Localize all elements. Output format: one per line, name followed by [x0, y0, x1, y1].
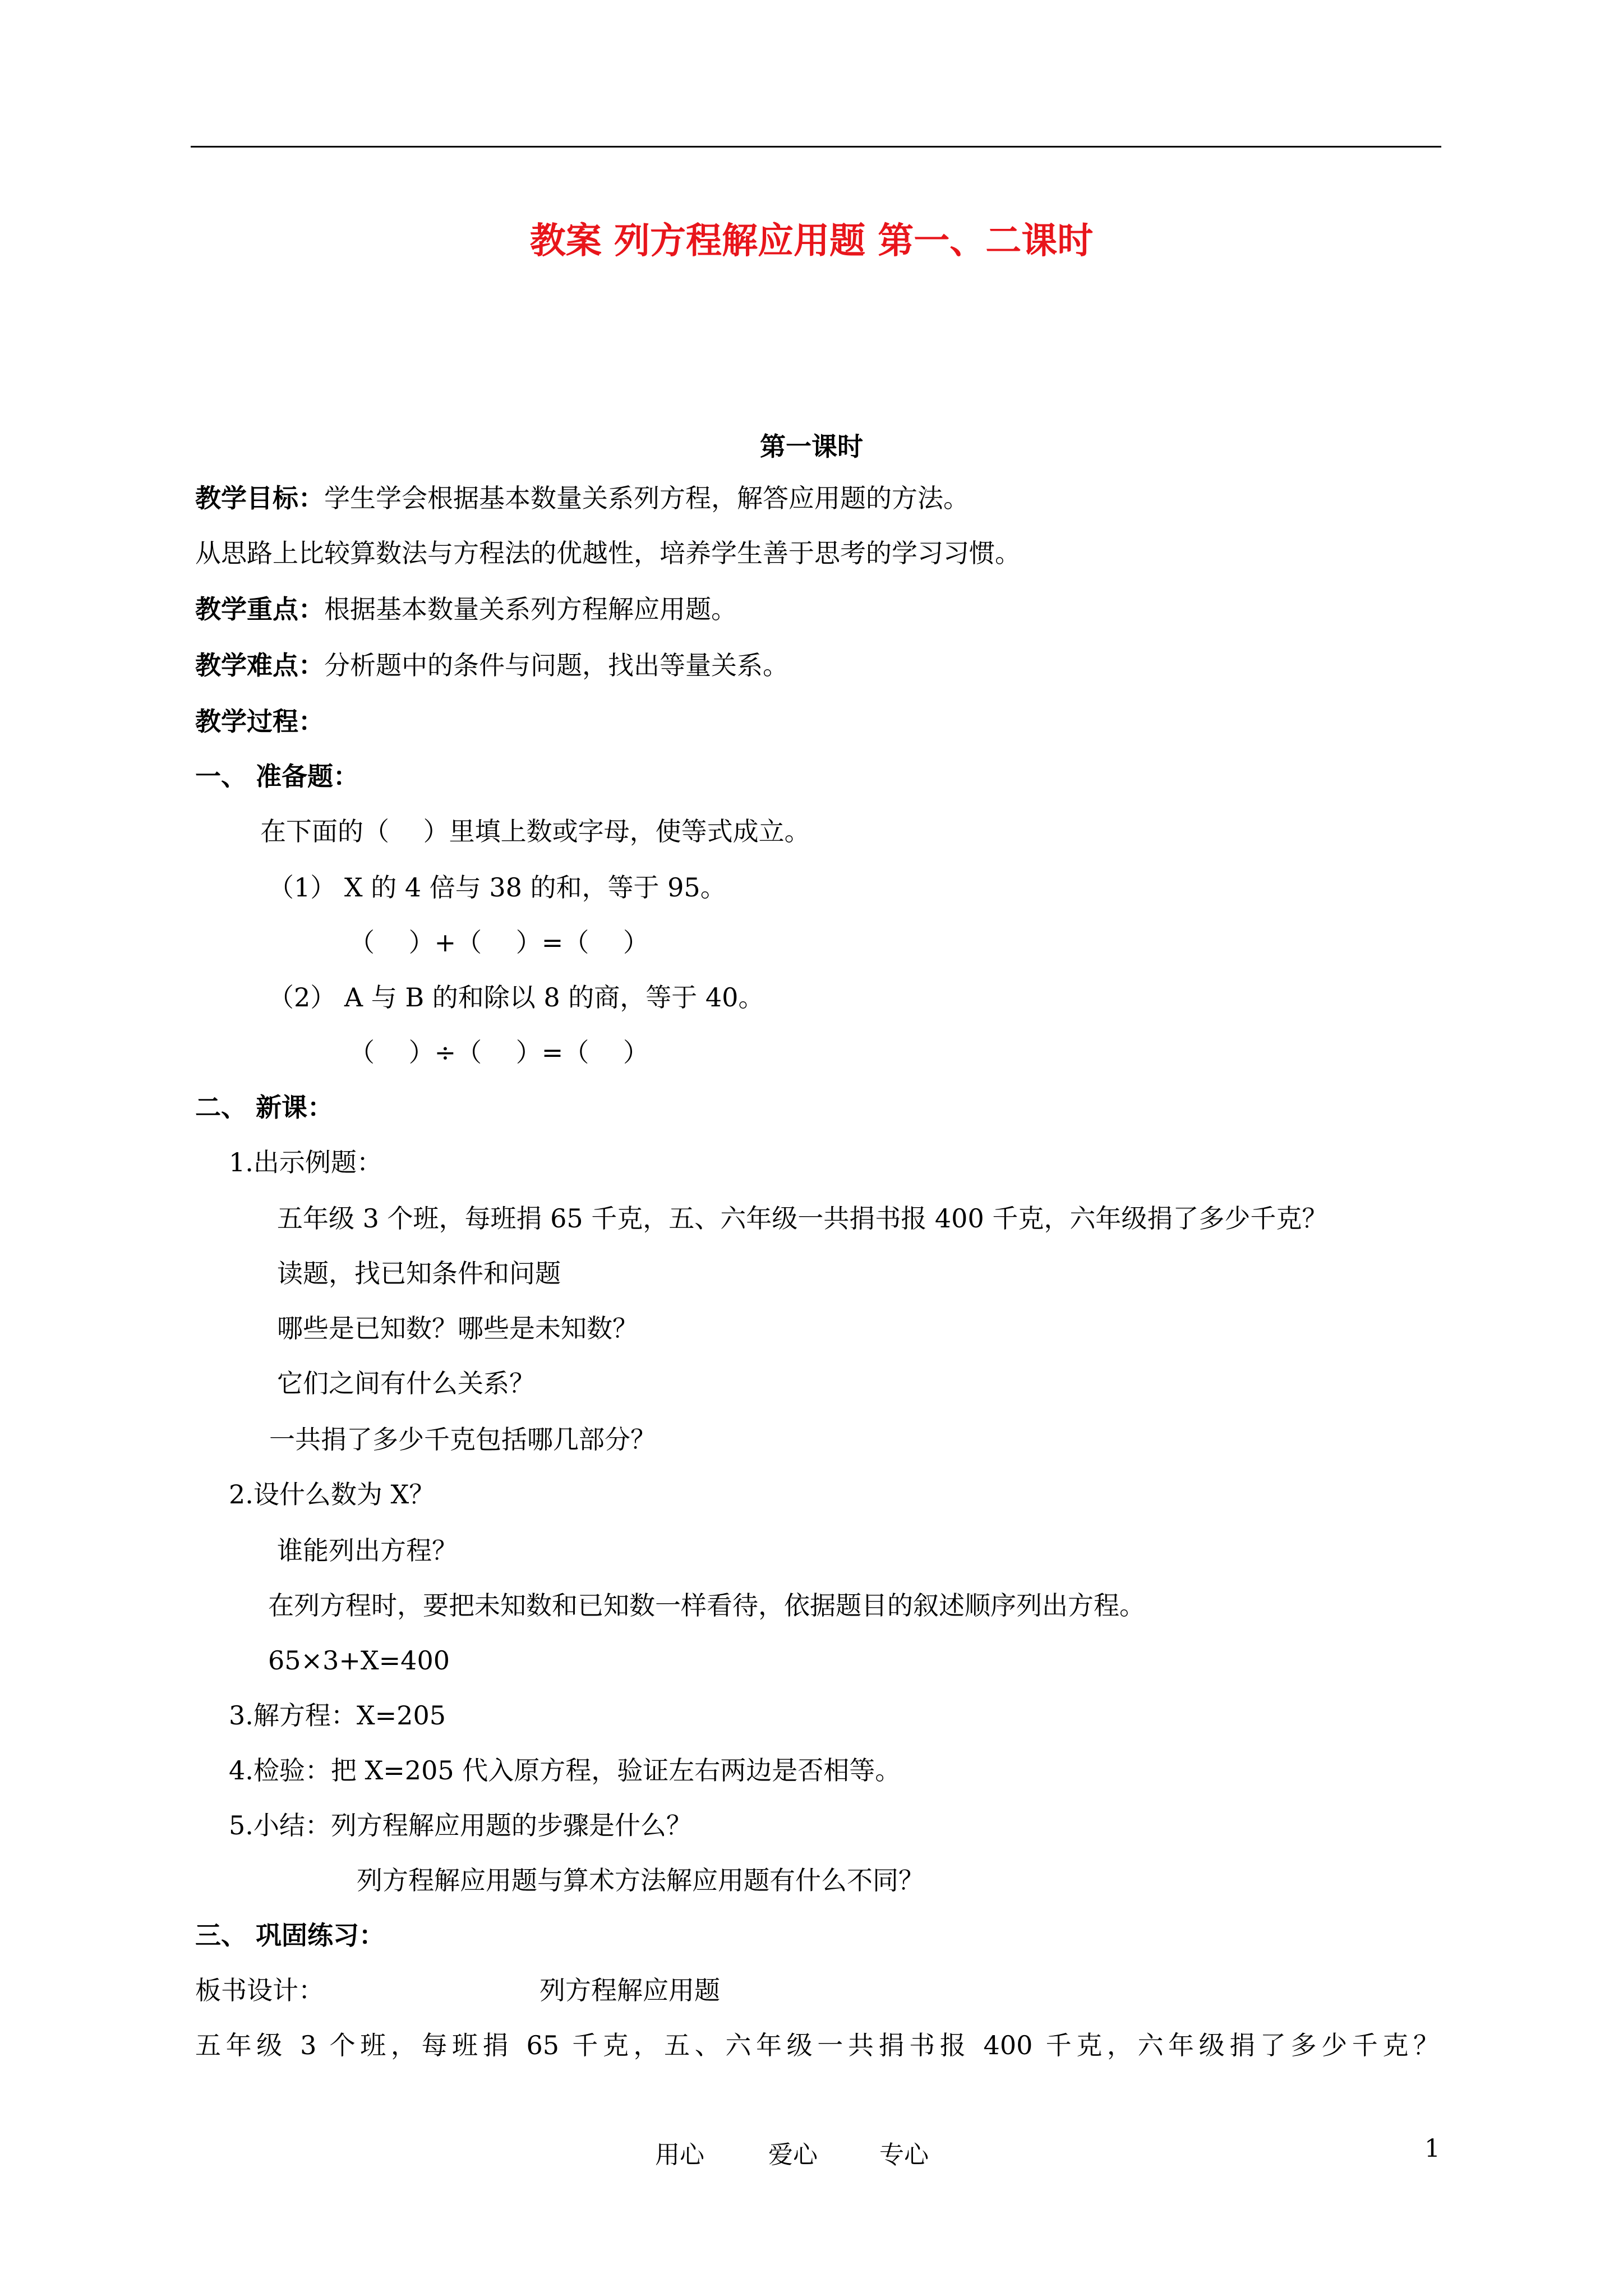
page-number: 1 [1424, 2134, 1440, 2163]
part2-step3: 3.解方程：X=205 [229, 1700, 446, 1731]
footer-word-b: 爱心 [768, 2141, 818, 2169]
objectives-label: 教学目标： [195, 483, 324, 513]
section-title: 第一课时 [760, 431, 863, 462]
part2-step2: 2.设什么数为 X？ [229, 1479, 435, 1510]
key-point-text: 根据基本数量关系列方程解应用题。 [324, 594, 737, 624]
footer-word-c: 专心 [879, 2141, 929, 2169]
part2-question-a: 读题，找已知条件和问题 [277, 1258, 561, 1289]
board-label: 板书设计： [195, 1975, 324, 2005]
part2-step2-b: 在列方程时，要把未知数和已知数一样看待，依据题目的叙述顺序列出方程。 [268, 1590, 1145, 1621]
difficulty-text: 分析题中的条件与问题，找出等量关系。 [324, 650, 789, 680]
part1-q1-blank: （ ）+（ ）=（ ） [349, 927, 649, 958]
key-point-label: 教学重点： [195, 594, 324, 624]
document-title: 教案 列方程解应用题 第一、二课时 [529, 220, 1094, 262]
objectives-line-2: 从思路上比较算数法与方程法的优越性，培养学生善于思考的学习习惯。 [195, 538, 1021, 568]
part1-q2-blank: （ ）÷（ ）=（ ） [349, 1037, 649, 1068]
part2-step4: 4.检验：把 X=205 代入原方程，验证左右两边是否相等。 [229, 1755, 901, 1786]
part1-heading: 一、 准备题： [195, 761, 359, 792]
part1-q2: （2） A 与 B 的和除以 8 的商，等于 40。 [268, 982, 764, 1013]
objectives-line [195, 481, 969, 515]
part2-equation: 65×3+X=400 [268, 1645, 450, 1676]
part2-step1: 1.出示例题： [229, 1147, 382, 1177]
part1-intro: 在下面的（ ）里填上数或字母，使等式成立。 [260, 816, 810, 846]
part2-heading: 二、 新课： [195, 1092, 334, 1122]
difficulty-line [195, 648, 789, 682]
part2-step5-b: 列方程解应用题与算术方法解应用题有什么不同？ [357, 1865, 924, 1895]
part1-q1: （1） X 的 4 倍与 38 的和，等于 95。 [268, 872, 726, 903]
board-title: 列方程解应用题 [540, 1975, 720, 2005]
header-rule [191, 146, 1441, 148]
process-label: 教学过程： [195, 706, 324, 737]
key-point-line [195, 592, 737, 626]
part2-problem: 五年级 3 个班，每班捐 65 千克，五、六年级一共捐书报 400 千克，六年级捐了多少千克？ [277, 1203, 1328, 1234]
board-problem: 五年级 3 个班，每班捐 65 千克，五、六年级一共捐书报 400 千克，六年级捐了多少千克？ [195, 2030, 1439, 2060]
difficulty-label: 教学难点： [195, 650, 324, 680]
part2-question-c: 它们之间有什么关系？ [277, 1368, 535, 1398]
part2-step2-a: 谁能列出方程？ [277, 1535, 458, 1566]
part2-question-d: 一共捐了多少千克包括哪几部分？ [269, 1424, 656, 1455]
objectives-text: 学生学会根据基本数量关系列方程，解答应用题的方法。 [324, 483, 969, 513]
part2-question-b: 哪些是已知数？哪些是未知数？ [277, 1313, 638, 1343]
part3-heading: 三、 巩固练习： [195, 1920, 385, 1950]
footer-word-a: 用心 [655, 2141, 704, 2169]
part2-step5: 5.小结：列方程解应用题的步骤是什么？ [229, 1810, 692, 1841]
